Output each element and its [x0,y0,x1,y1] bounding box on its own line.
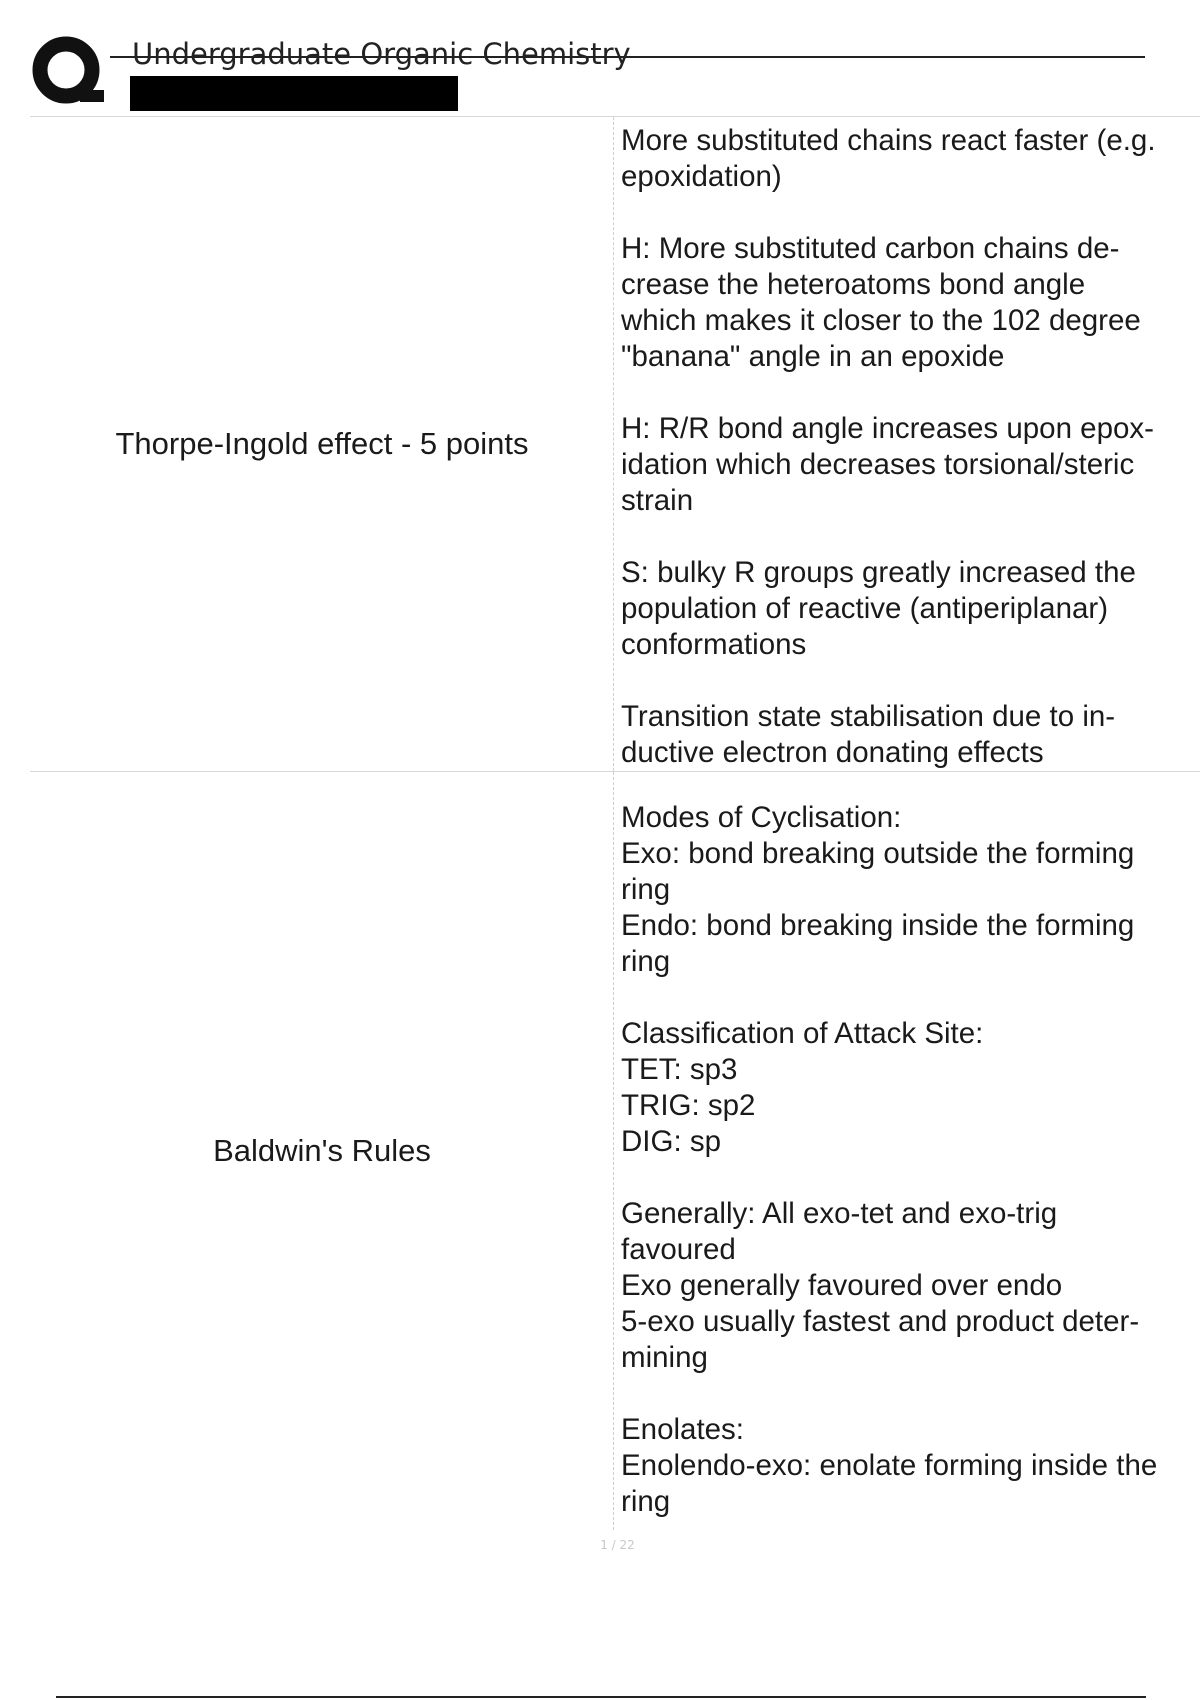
definition-line: Transition state stabilisation due to in- [621,700,1116,733]
definition-line: population of reactive (antiperiplanar) [621,592,1109,625]
definition-line: Endo: bond breaking inside the forming [621,909,1135,942]
definition-line: TET: sp3 [621,1053,738,1086]
definition-line: More substituted chains react faster (e.g. [621,124,1156,157]
term-text: Thorpe-Ingold effect - 5 points [115,426,529,461]
flashcard-row [30,116,1200,771]
footer-rule [56,1696,1146,1698]
definition-line: Generally: All exo-tet and exo-trig [621,1197,1058,1230]
definition-line: crease the heteroatoms bond angle [621,268,1086,301]
flashcard-row [30,771,1200,1530]
document-title: Undergraduate Organic Chemistry [132,37,631,71]
definition-paragraph [621,699,1200,771]
redaction-bar [130,76,458,111]
definition-paragraph [621,1016,1200,1160]
definition-line: ring [621,945,671,978]
definition-line: Enolendo-exo: enolate forming inside the [621,1449,1158,1482]
definition-line: strain [621,484,694,517]
definition-paragraph [621,1412,1200,1520]
definition-line: conformations [621,628,807,661]
definition-line: 5-exo usually fastest and product deter- [621,1305,1140,1338]
definition-line: mining [621,1341,708,1374]
definition-line: favoured [621,1233,736,1266]
column-divider [613,772,614,1530]
definition-line: Modes of Cyclisation: [621,801,902,834]
term-text: Baldwin's Rules [213,1133,431,1168]
flashcard-table [30,116,1200,1530]
definition-line: ductive electron donating effects [621,736,1044,769]
flashcard-definition [621,123,1200,771]
logo-icon [30,30,112,112]
column-divider [613,117,614,771]
definition-paragraph [621,123,1200,195]
definition-line: S: bulky R groups greatly increased the [621,556,1136,589]
definition-line: Exo: bond breaking outside the forming [621,837,1135,870]
definition-line: ring [621,1485,671,1518]
definition-line: TRIG: sp2 [621,1089,756,1122]
definition-line: idation which decreases torsional/steric [621,448,1135,481]
definition-line: "banana" angle in an epoxide [621,340,1005,373]
definition-line: DIG: sp [621,1125,721,1158]
definition-line: which makes it closer to the 102 degree [621,304,1141,337]
page-number: 1 / 22 [600,1538,635,1552]
definition-line: Classification of Attack Site: [621,1017,984,1050]
flashcard-term [30,117,614,771]
flashcard-term [30,772,614,1530]
definition-paragraph [621,231,1200,375]
definition-line: ring [621,873,671,906]
definition-paragraph [621,800,1200,980]
definition-line: Exo generally favoured over endo [621,1269,1063,1302]
page-header [0,0,1200,118]
definition-line: H: R/R bond angle increases upon epox- [621,412,1154,445]
definition-paragraph [621,411,1200,519]
definition-line: Enolates: [621,1413,744,1446]
definition-paragraph [621,1196,1200,1376]
definition-line: epoxidation) [621,160,782,193]
definition-paragraph [621,555,1200,663]
definition-line: H: More substituted carbon chains de- [621,232,1120,265]
flashcard-definition [621,800,1200,1520]
